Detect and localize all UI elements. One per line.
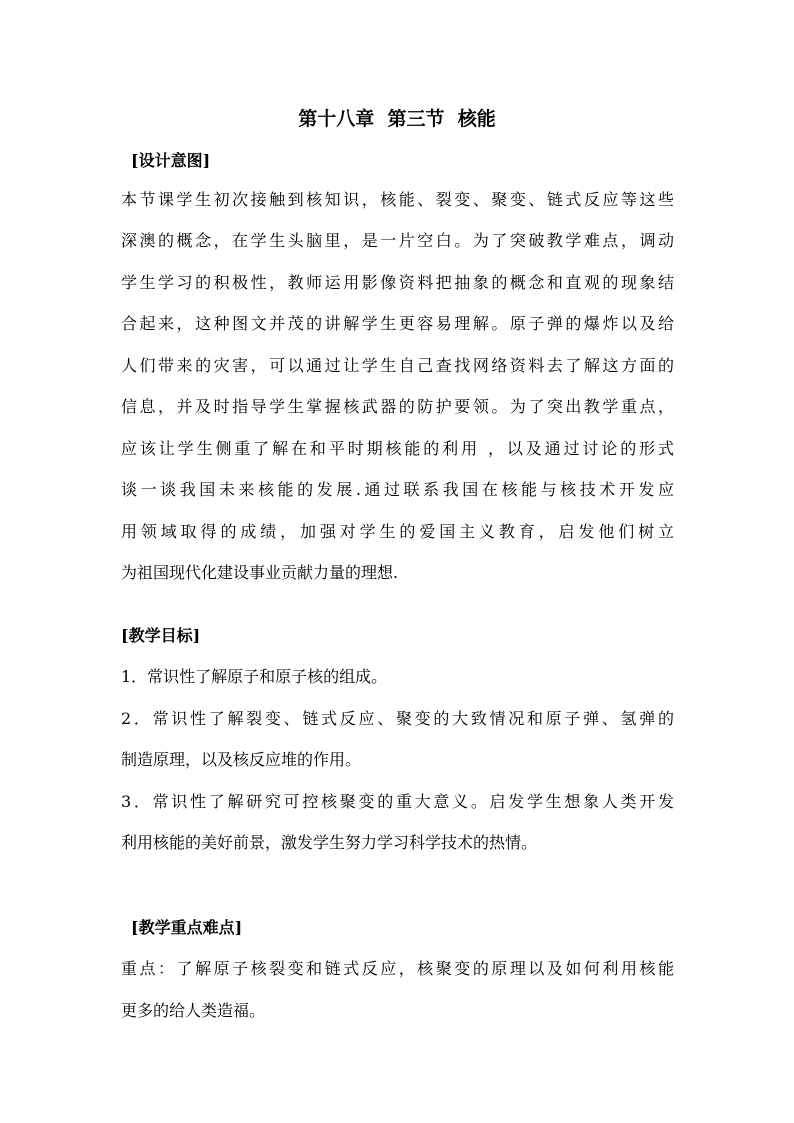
- design-intent-line: 深澳的概念，在学生头脑里，是一片空白。为了突破教学难点，调动: [121, 231, 674, 250]
- page-title: 第十八章 第三节 核能: [298, 108, 496, 130]
- design-intent-line: 谈一谈我国未来核能的发展.通过联系我国在核能与核技术开发应: [121, 480, 674, 499]
- objective-line: 利用核能的美好前景，激发学生努力学习科学技术的热情。: [121, 833, 538, 852]
- key-points-heading: [教学重点难点]: [131, 918, 243, 937]
- design-intent-line: 人们带来的灾害，可以通过让学生自己查找网络资料去了解这方面的: [121, 356, 674, 375]
- design-intent-line: 学生学习的积极性，教师运用影像资料把抽象的概念和直观的现象结: [121, 273, 674, 292]
- objectives-heading: [教学目标]: [121, 626, 201, 645]
- design-intent-line: 应该让学生侧重了解在和平时期核能的利用 ，以及通过讨论的形式: [121, 439, 674, 458]
- objective-line: 3．常识性了解研究可控核聚变的重大意义。启发学生想象人类开发: [121, 792, 674, 811]
- design-intent-line: 合起来，这种图文并茂的讲解学生更容易理解。原子弹的爆炸以及给: [121, 314, 674, 333]
- key-points-line: 重点：了解原子核裂变和链式反应，核聚变的原理以及如何利用核能: [121, 959, 674, 978]
- design-intent-line: 信息，并及时指导学生掌握核武器的防护要领。为了突出教学重点，: [121, 397, 674, 416]
- objective-line: 2．常识性了解裂变、链式反应、聚变的大致情况和原子弹、氢弹的: [121, 709, 674, 728]
- objective-line: 1．常识性了解原子和原子核的组成。: [121, 667, 388, 686]
- design-intent-line: 为祖国现代化建设事业贡献力量的理想.: [121, 563, 399, 582]
- design-intent-line: 本节课学生初次接触到核知识，核能、裂变、聚变、链式反应等这些: [121, 190, 674, 209]
- design-intent-line: 用领域取得的成绩，加强对学生的爱国主义教育，启发他们树立: [121, 522, 674, 541]
- objective-line: 制造原理，以及核反应堆的作用。: [121, 750, 362, 769]
- key-points-line: 更多的给人类造福。: [121, 1001, 266, 1020]
- design-intent-heading: [设计意图]: [131, 151, 211, 170]
